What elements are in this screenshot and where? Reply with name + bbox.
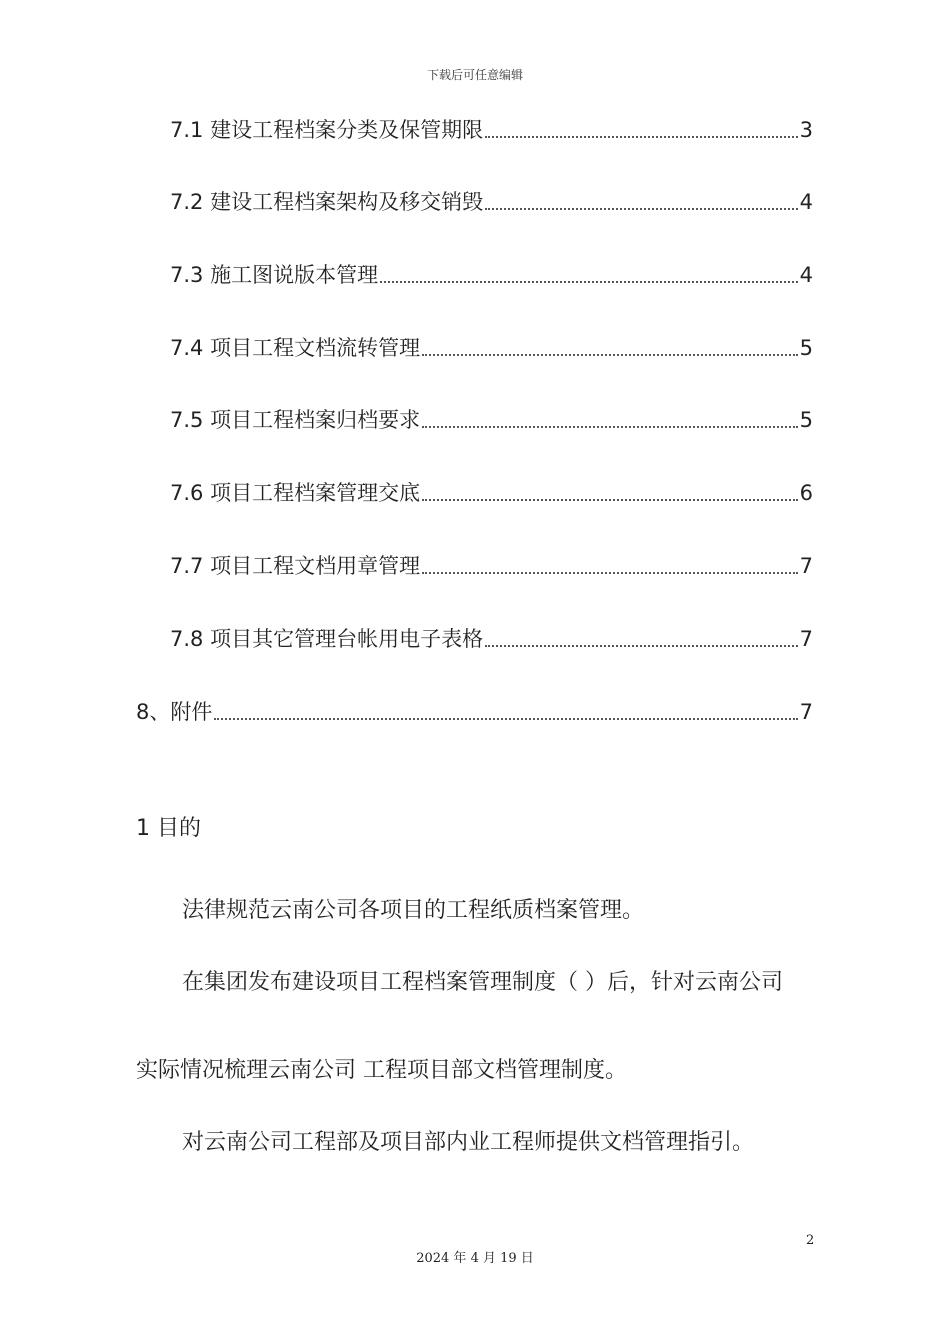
paragraph: 在集团发布建设项目工程档案管理制度（ ）后，针对云南公司 bbox=[182, 970, 783, 995]
toc-entry-7-3 bbox=[170, 261, 813, 289]
toc-page: 4 bbox=[799, 190, 813, 214]
toc-leader bbox=[422, 426, 798, 428]
toc-entry-7-6 bbox=[170, 479, 813, 507]
toc-label: 7.6 项目工程档案管理交底 bbox=[170, 481, 421, 505]
paragraph: 对云南公司工程部及项目部内业工程师提供文档管理指引。 bbox=[182, 1130, 755, 1155]
page-header: 下载后可任意编辑 bbox=[426, 68, 523, 82]
toc-page: 3 bbox=[799, 118, 813, 142]
toc-leader bbox=[422, 499, 798, 501]
toc-entry-7-7 bbox=[170, 552, 813, 580]
page-number: 2 bbox=[806, 1233, 815, 1248]
toc-label: 7.1 建设工程档案分类及保管期限 bbox=[170, 118, 484, 142]
toc-leader bbox=[422, 572, 798, 574]
toc-entry-7-5 bbox=[170, 406, 813, 434]
toc-label: 7.4 项目工程文档流转管理 bbox=[170, 336, 421, 360]
toc-entry-7-8 bbox=[170, 625, 813, 653]
toc-page: 4 bbox=[799, 263, 813, 287]
section-heading: 1 目的 bbox=[136, 816, 201, 841]
toc-leader bbox=[380, 281, 798, 283]
toc-page: 6 bbox=[799, 481, 813, 505]
toc-entry-7-2 bbox=[170, 188, 813, 216]
toc-label: 7.3 施工图说版本管理 bbox=[170, 263, 379, 287]
toc-label: 8、附件 bbox=[136, 700, 213, 724]
toc-entry-7-1 bbox=[170, 116, 813, 144]
page-footer-date: 2024 年 4 月 19 日 bbox=[416, 1251, 534, 1266]
toc-leader bbox=[214, 718, 797, 720]
paragraph: 法律规范云南公司各项目的工程纸质档案管理。 bbox=[182, 898, 645, 923]
toc-label: 7.2 建设工程档案架构及移交销毁 bbox=[170, 190, 484, 214]
toc-page: 7 bbox=[799, 554, 813, 578]
toc-page: 7 bbox=[799, 700, 813, 724]
toc-entry-8 bbox=[136, 698, 813, 726]
toc-leader bbox=[485, 208, 798, 210]
toc-leader bbox=[422, 354, 798, 356]
toc-entry-7-4 bbox=[170, 334, 813, 362]
toc-leader bbox=[485, 645, 798, 647]
toc-label: 7.7 项目工程文档用章管理 bbox=[170, 554, 421, 578]
toc-leader bbox=[485, 136, 798, 138]
toc-label: 7.5 项目工程档案归档要求 bbox=[170, 408, 421, 432]
toc-label: 7.8 项目其它管理台帐用电子表格 bbox=[170, 627, 484, 651]
toc-page: 5 bbox=[799, 336, 813, 360]
toc-page: 7 bbox=[799, 627, 813, 651]
toc-page: 5 bbox=[799, 408, 813, 432]
paragraph: 实际情况梳理云南公司 工程项目部文档管理制度。 bbox=[136, 1058, 627, 1083]
